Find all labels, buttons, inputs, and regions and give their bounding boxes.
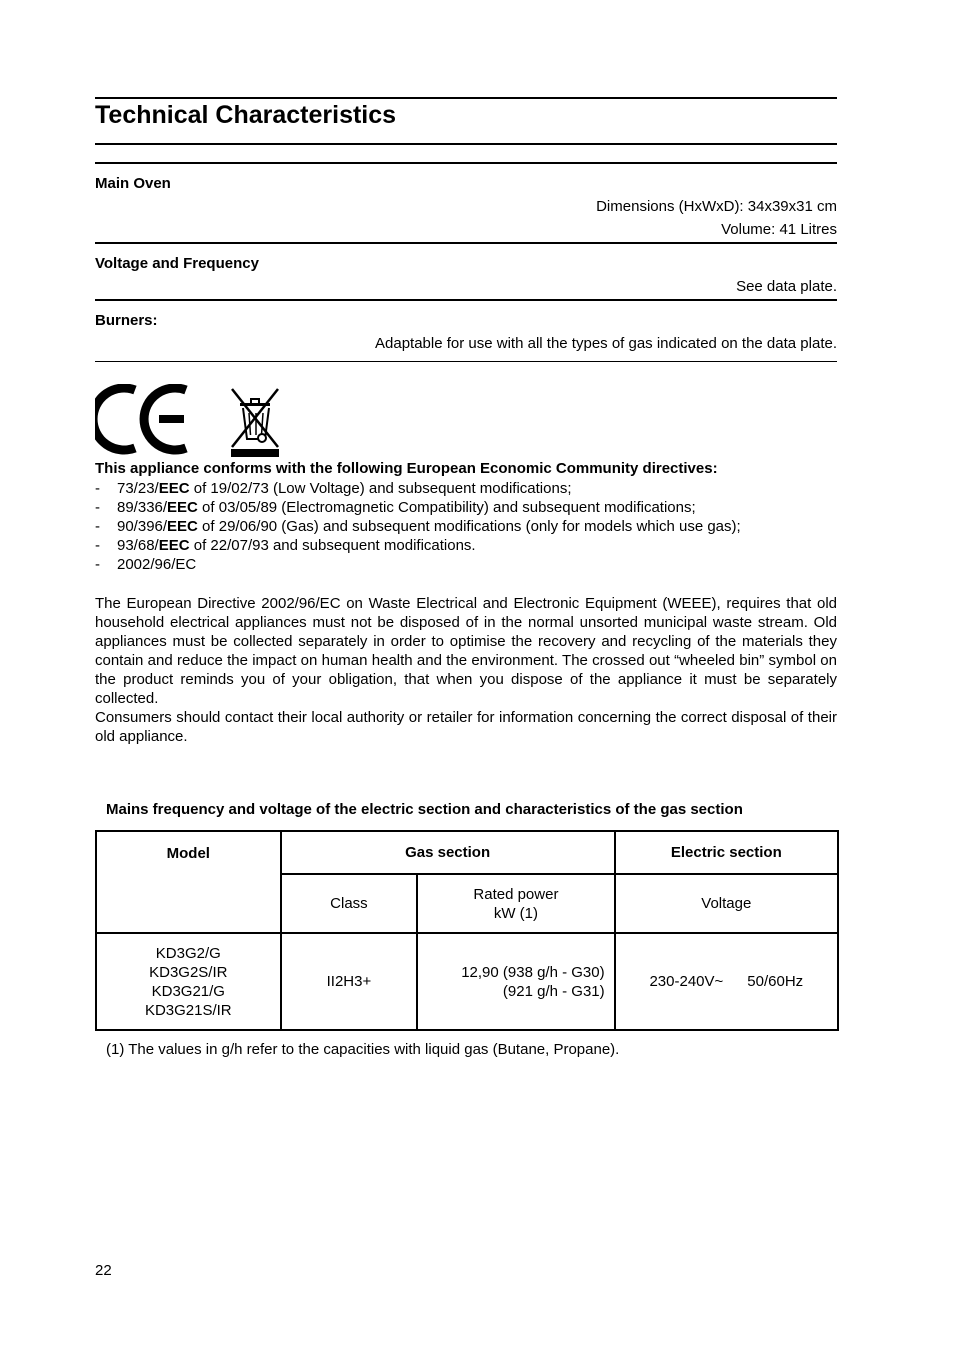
rated-power-cell bbox=[417, 933, 614, 1030]
class-cell: II2H3+ bbox=[281, 933, 418, 1030]
section-top-rule bbox=[95, 162, 837, 164]
rated-power-unit: kW (1) bbox=[493, 904, 539, 922]
voltage-heading: Voltage and Frequency bbox=[95, 255, 259, 272]
oven-volume: Volume: 41 Litres bbox=[721, 221, 837, 238]
divider-3 bbox=[95, 361, 837, 362]
table-row bbox=[96, 933, 838, 1030]
frequency-value: 50/60Hz bbox=[747, 973, 804, 990]
directive-item: - 89/336/EEC of 03/05/89 (Electromagnetic Compatibility) and subsequent modifications; bbox=[95, 499, 696, 516]
title-bottom-rule bbox=[95, 143, 837, 145]
divider-1 bbox=[95, 242, 837, 244]
page-title: Technical Characteristics bbox=[95, 101, 397, 129]
table-footnote: (1) The values in g/h refer to the capacities with liquid gas (Butane, Propane). bbox=[106, 1041, 620, 1058]
specification-table bbox=[95, 830, 839, 1031]
voltage-value-cell: 230-240V~ bbox=[649, 973, 724, 990]
rated-power-header bbox=[417, 874, 614, 933]
directive-item: - 73/23/EEC of 19/02/73 (Low Voltage) and subsequent modifications; bbox=[95, 480, 572, 497]
oven-dimensions: Dimensions (HxWxD): 34x39x31 cm bbox=[596, 198, 837, 215]
class-header: Class bbox=[281, 874, 418, 933]
directive-item: - 93/68/EEC of 22/07/93 and subsequent modifications. bbox=[95, 537, 476, 554]
power-g30: 12,90 (938 g/h - G30) bbox=[461, 963, 605, 981]
consumer-paragraph: Consumers should contact their local authority or retailer for information concerning the correct disposal of their old appliance. bbox=[95, 709, 837, 745]
page-number: 22 bbox=[95, 1262, 112, 1279]
burners-value: Adaptable for use with all the types of gas indicated on the data plate. bbox=[375, 335, 837, 352]
voltage-header: Voltage bbox=[615, 874, 838, 933]
crossed-out-wheeled-bin-icon bbox=[229, 387, 281, 461]
divider-2 bbox=[95, 299, 837, 301]
title-top-rule bbox=[95, 97, 837, 99]
voltage-value: See data plate. bbox=[736, 278, 837, 295]
model-name: KD3G21S/IR bbox=[144, 1001, 232, 1019]
electric-section-header: Electric section bbox=[615, 831, 838, 874]
model-name: KD3G2S/IR bbox=[149, 963, 228, 981]
table-title: Mains frequency and voltage of the electric section and characteristics of the gas section bbox=[106, 801, 743, 818]
weee-paragraph: The European Directive 2002/96/EC on Waste Electrical and Electronic Equipment (WEEE), requires that old household electrical appliances must not be disposed of in the normal unsorted municipal waste stream. Old appliances must be collected separately in order to optimise the recovery and recycling of the materials they contain and reduce the impact on human health and the environment. The crossed out “wheeled bin” symbol on the product reminds you of your obligation, that when you dispose of the appliance it must be separately collected. bbox=[95, 595, 837, 707]
directives-heading: This appliance conforms with the following European Economic Community directives: bbox=[95, 460, 718, 477]
main-oven-heading: Main Oven bbox=[95, 175, 171, 192]
directive-item: - 90/396/EEC of 29/06/90 (Gas) and subsequent modifications (only for models which use gas); bbox=[95, 518, 741, 535]
directives-list bbox=[95, 479, 741, 574]
rated-power-label: Rated power bbox=[473, 885, 559, 903]
model-name: KD3G21/G bbox=[151, 982, 225, 1000]
model-header: Model bbox=[166, 845, 210, 862]
power-g31: (921 g/h - G31) bbox=[502, 982, 605, 1000]
voltage-cell bbox=[615, 933, 838, 1030]
directive-item: - 2002/96/EC bbox=[95, 556, 197, 573]
gas-section-header: Gas section bbox=[281, 831, 615, 874]
model-cell bbox=[96, 933, 281, 1030]
model-name: KD3G2/G bbox=[155, 944, 221, 962]
model-header-cell bbox=[96, 831, 281, 933]
burners-heading: Burners: bbox=[95, 312, 158, 329]
